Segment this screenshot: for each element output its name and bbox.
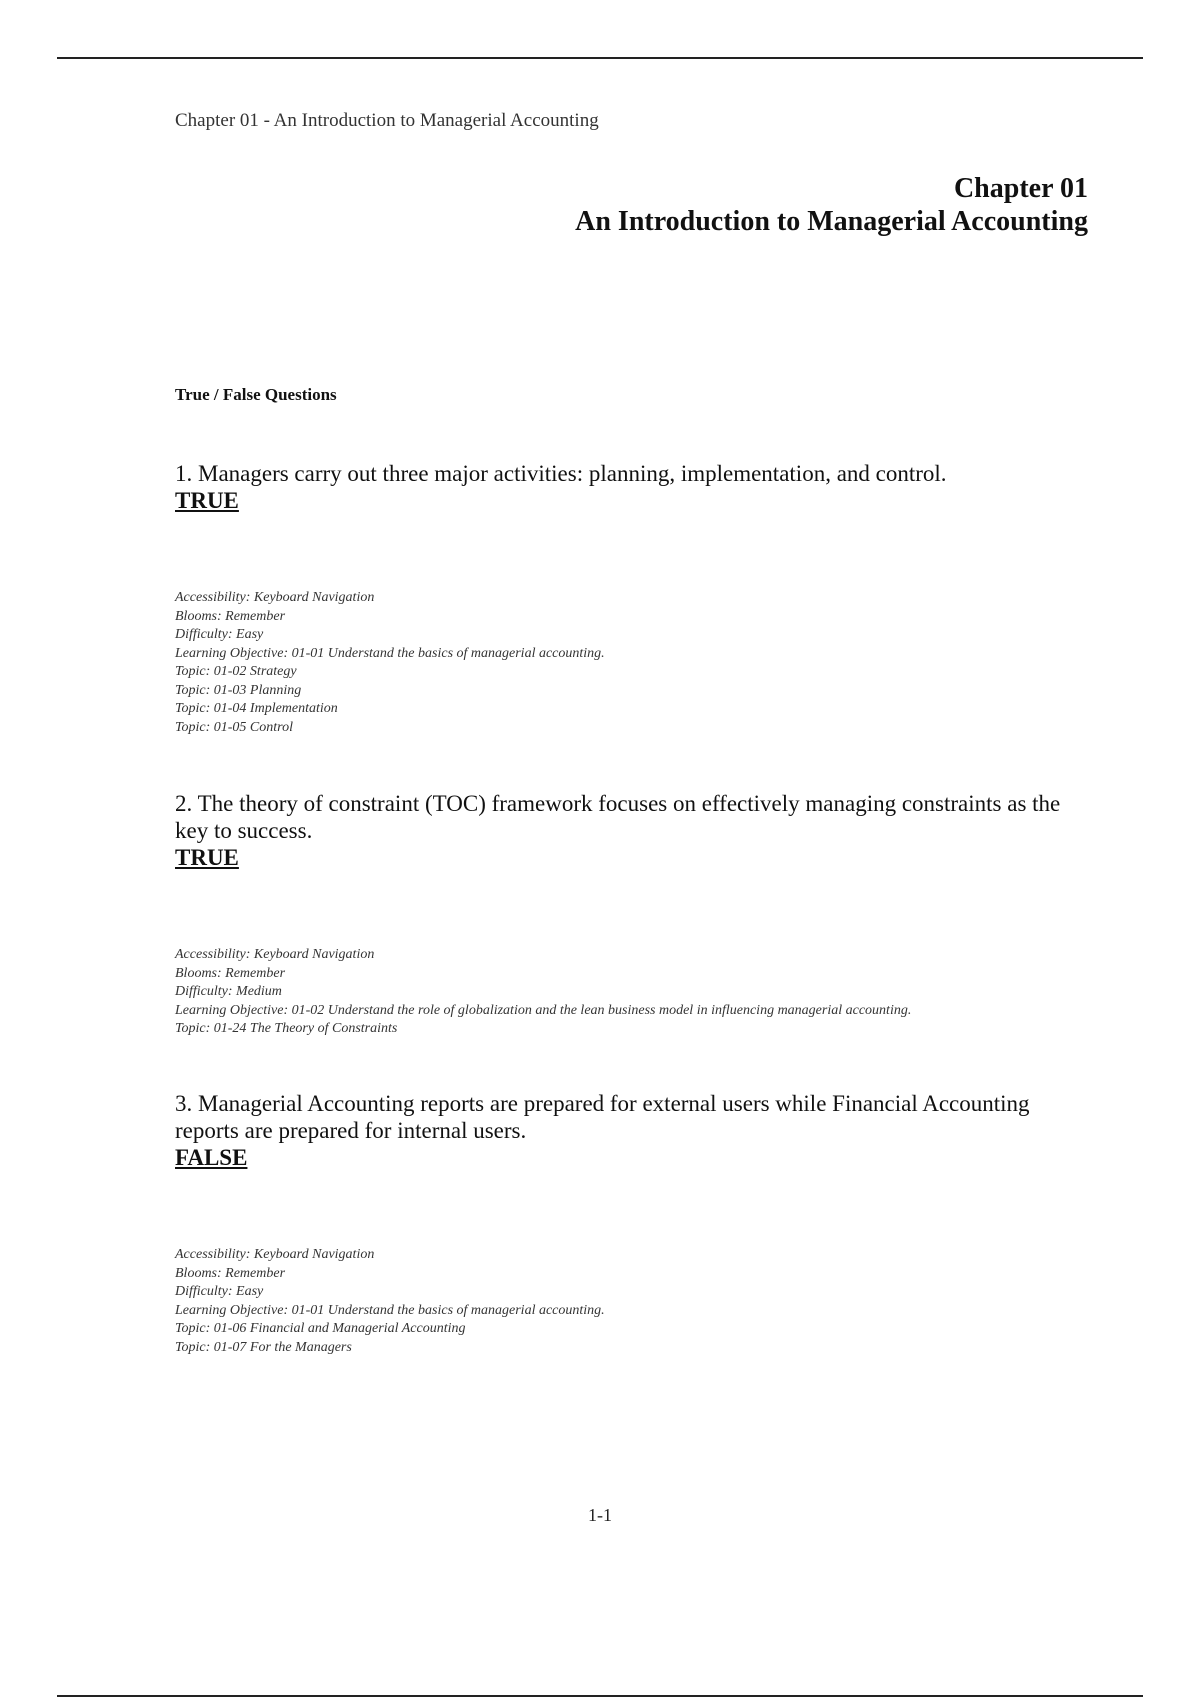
section-heading: True / False Questions bbox=[175, 385, 337, 404]
meta-line: Topic: 01-04 Implementation bbox=[175, 701, 338, 716]
answer: TRUE bbox=[175, 488, 239, 513]
question-text: 3. Managerial Accounting reports are prepared for external users while Financial Accounting reports are prepared for internal users. bbox=[175, 1091, 1030, 1143]
question-2-metadata bbox=[175, 946, 1115, 1039]
meta-line: Difficulty: Medium bbox=[175, 984, 282, 999]
meta-line: Topic: 01-05 Control bbox=[175, 719, 293, 735]
meta-line: Learning Objective: 01-01 Understand the basics of managerial accounting. bbox=[175, 1302, 605, 1318]
answer: TRUE bbox=[175, 845, 239, 870]
meta-line: Topic: 01-24 The Theory of Constraints bbox=[175, 1021, 398, 1036]
question-1 bbox=[175, 460, 1095, 515]
question-text: 2. The theory of constraint (TOC) framework focuses on effectively managing constraints as the key to success. bbox=[175, 791, 1061, 843]
meta-line: Learning Objective: 01-01 Understand the basics of managerial accounting. bbox=[175, 645, 605, 661]
chapter-name: An Introduction to Managerial Accounting bbox=[575, 206, 1088, 237]
meta-line: Blooms: Remember bbox=[175, 1265, 286, 1281]
chapter-number: Chapter 01 bbox=[953, 173, 1088, 204]
meta-line: Accessibility: Keyboard Navigation bbox=[175, 1247, 375, 1262]
question-3 bbox=[175, 1090, 1095, 1172]
meta-line: Blooms: Remember bbox=[175, 608, 286, 624]
bottom-rule bbox=[57, 1695, 1143, 1697]
meta-line: Accessibility: Keyboard Navigation bbox=[175, 590, 375, 605]
running-header: Chapter 01 - An Introduction to Managerial Accounting bbox=[175, 110, 599, 131]
meta-line: Topic: 01-03 Planning bbox=[175, 682, 302, 698]
meta-line: Learning Objective: 01-02 Understand the role of globalization and the lean business model in influencing managerial accounting. bbox=[175, 1002, 912, 1018]
chapter-title bbox=[575, 172, 1088, 238]
page-number: 1-1 bbox=[588, 1505, 612, 1525]
meta-line: Difficulty: Easy bbox=[175, 627, 264, 642]
meta-line: Blooms: Remember bbox=[175, 965, 286, 981]
question-1-metadata bbox=[175, 589, 1115, 737]
meta-line: Topic: 01-06 Financial and Managerial Accounting bbox=[175, 1321, 466, 1336]
meta-line: Topic: 01-02 Strategy bbox=[175, 664, 297, 679]
top-rule bbox=[57, 57, 1143, 59]
meta-line: Accessibility: Keyboard Navigation bbox=[175, 947, 375, 962]
answer: FALSE bbox=[175, 1145, 248, 1170]
question-text: 1. Managers carry out three major activities: planning, implementation, and control. bbox=[175, 461, 947, 486]
question-3-metadata bbox=[175, 1246, 1115, 1357]
question-2 bbox=[175, 790, 1095, 872]
meta-line: Topic: 01-07 For the Managers bbox=[175, 1339, 352, 1355]
meta-line: Difficulty: Easy bbox=[175, 1284, 264, 1299]
